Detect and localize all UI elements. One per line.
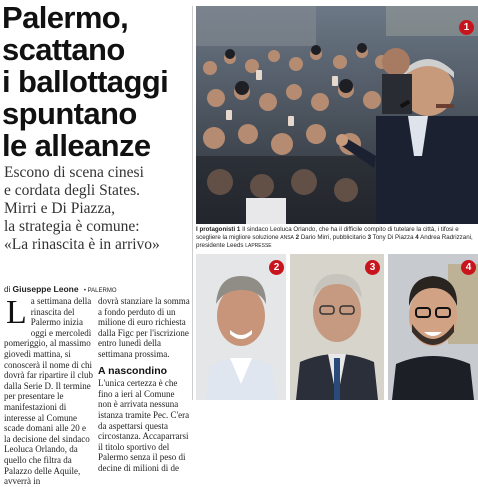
headline-line: scattano (2, 32, 125, 67)
caption-agency: ANSA (280, 235, 294, 241)
caption-number: 2 (295, 234, 300, 241)
byline-place: • PALERMO (83, 288, 117, 294)
article-column-2 (98, 296, 190, 473)
portrait-illustration (388, 254, 478, 400)
portrait-photo-radrizzani (388, 254, 478, 400)
caption-agency: LAPRESSE (245, 243, 272, 249)
portrait-photo-di-piazza (290, 254, 384, 400)
caption-text: Il sindaco Leoluca Orlando, che ha il difficile compito di tutelare la città, i tifosi e scegliere la migliore soluzione (196, 226, 459, 241)
article-text: dovrà stanziare la somma a fondo perduto di un milione di euro richiesta dalla Figc per l'iscrizione entro lunedì della settimana prossima. (98, 296, 190, 359)
portrait-illustration (196, 254, 286, 400)
crowd-photo-illustration (196, 6, 478, 224)
subhead-line: «La rinascita è in arrivo» (4, 236, 160, 253)
headline-line: le alleanze (2, 128, 151, 163)
caption-number: 1 (236, 226, 241, 233)
caption-text: Dario Mirri, pubblicitario (300, 234, 366, 241)
photo-number-badge: 1 (459, 20, 474, 35)
headline-line: spuntano (2, 96, 137, 131)
subhead-line: Mirri e Di Piazza, (4, 200, 116, 217)
article-text: L'unica certezza è che fino a ieri al Comune non è arrivata nessuna istanza tramite Pec. C'era da aspettarsi questa circostanza. Accaparrarsi il titolo sportivo del Palermo senza il peso di decine di milioni di de (98, 378, 190, 473)
byline-prefix: di (4, 285, 11, 294)
article-subheading: A nascondino (98, 364, 168, 377)
headline-line: i ballottaggi (2, 64, 169, 99)
caption-number: 3 (367, 234, 372, 241)
photo-number-badge: 2 (269, 260, 284, 275)
column-divider (192, 6, 193, 400)
photo-caption (196, 226, 478, 252)
subhead-line: Escono di scena cinesi (4, 164, 144, 181)
byline (4, 284, 194, 294)
portrait-photo-mirri (196, 254, 286, 400)
caption-text: Andrea Radrizzani, presidente Leeds (196, 234, 473, 249)
subhead-line: la strategia è comune: (4, 218, 140, 235)
author-name: Giuseppe Leone (12, 284, 79, 294)
subhead-line: e cordata degli States. (4, 182, 141, 199)
main-photo (196, 6, 478, 224)
photo-number-badge: 4 (461, 260, 476, 275)
photo-number-badge: 3 (365, 260, 380, 275)
caption-lead: I protagonisti (196, 226, 236, 233)
caption-text: Tony Di Piazza (372, 234, 414, 241)
headline-line: Palermo, (2, 0, 129, 35)
article-column-1 (4, 294, 94, 487)
caption-number: 4 (415, 234, 419, 241)
headline (2, 2, 190, 162)
drop-cap: L (6, 294, 27, 331)
article-text: a settimana della rinascita del Palermo inizia oggi e mercoledì pomeriggio, al massimo giovedì mattina, si conoscerà il nome di chi dovrà far ripartire il club dalla Serie D. Il termine per presentare le manifestazioni di interesse al Comune scade domani alle 20 e la decisione del sindaco Leoluca Orlando, da quello che filtra da Palazzo delle Aquile, avverrà in (4, 296, 93, 487)
portrait-illustration (290, 254, 384, 400)
subheadline (4, 164, 194, 254)
